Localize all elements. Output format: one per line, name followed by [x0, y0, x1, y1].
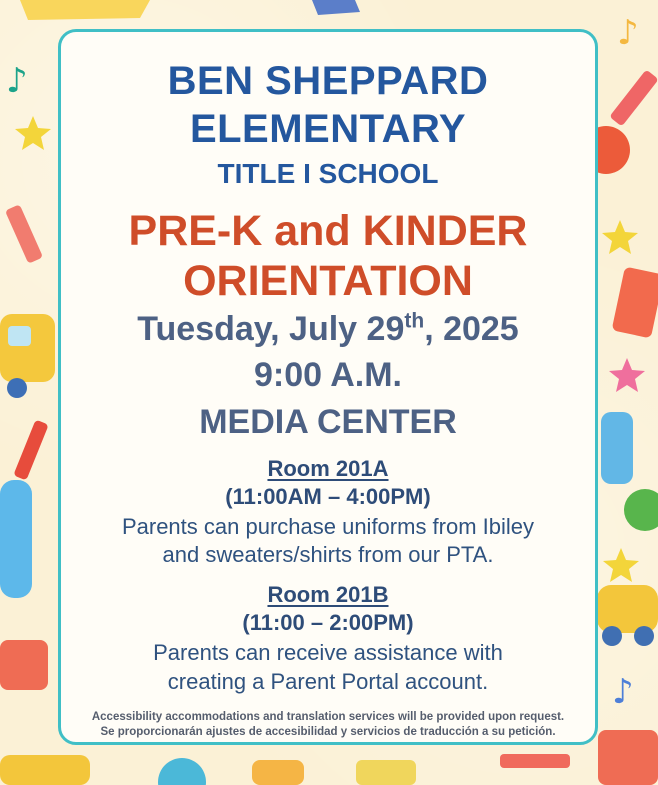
- book-icon: [356, 760, 416, 785]
- book-icon: [612, 267, 658, 339]
- room-b-hours: (11:00 – 2:00PM): [242, 610, 414, 635]
- event-date-suffix: th: [404, 309, 425, 333]
- room-a-description-line-2: and sweaters/shirts from our PTA.: [162, 542, 494, 567]
- star-icon: [602, 220, 638, 254]
- room-b-description-line-1: Parents can receive assistance with: [153, 640, 503, 665]
- yellow-box-icon: [20, 0, 150, 20]
- event-title-line-2: ORIENTATION: [183, 257, 473, 305]
- wheel-icon: [634, 626, 654, 646]
- event-date-year: , 2025: [424, 310, 519, 348]
- bus-icon: [0, 755, 90, 785]
- bus-window-icon: [8, 326, 31, 346]
- event-date: [61, 310, 595, 349]
- star-icon: [603, 548, 639, 582]
- car-icon: [252, 760, 304, 785]
- star-icon: [15, 116, 51, 150]
- music-note-icon: ♪: [612, 672, 634, 712]
- bus-icon: [0, 314, 55, 382]
- globe-icon: [158, 758, 206, 785]
- pencil-icon: [609, 69, 658, 126]
- backpack-icon: [601, 412, 633, 484]
- wheel-icon: [602, 626, 622, 646]
- room-a-label: Room 201A: [267, 456, 389, 481]
- book-icon: [0, 640, 48, 690]
- event-time: 9:00 A.M.: [253, 356, 402, 394]
- school-name-line-1: BEN SHEPPARD: [167, 59, 489, 103]
- graduation-cap-icon: [312, 0, 360, 15]
- apple-icon: [624, 489, 658, 531]
- backpack-icon: [0, 480, 32, 598]
- flyer-panel: [58, 29, 598, 745]
- school-name-line-2: ELEMENTARY: [189, 107, 467, 151]
- book-icon: [598, 730, 658, 785]
- accessibility-notice-en: Accessibility accommodations and translation services will be provided upon request.: [91, 711, 565, 723]
- room-a-hours: (11:00AM – 4:00PM): [225, 484, 431, 509]
- school-type: TITLE I SCHOOL: [217, 158, 439, 189]
- event-location: MEDIA CENTER: [199, 403, 457, 441]
- pencil-icon: [500, 754, 570, 768]
- wheel-icon: [7, 378, 27, 398]
- room-b-label: Room 201B: [267, 582, 389, 607]
- room-a-description-line-1: Parents can purchase uniforms from Ibiley: [121, 514, 535, 539]
- music-note-icon: ♪: [617, 13, 639, 53]
- pencil-icon: [13, 420, 48, 481]
- music-note-icon: ♪: [6, 61, 28, 101]
- car-icon: [597, 585, 658, 633]
- accessibility-notice-es: Se proporcionarán ajustes de accesibilidad y servicios de traducción a su petición.: [100, 726, 556, 738]
- pencil-icon: [5, 204, 43, 263]
- event-date-main: Tuesday, July 29: [137, 310, 405, 348]
- event-title-line-1: PRE-K and KINDER: [128, 207, 528, 255]
- room-b-description-line-2: creating a Parent Portal account.: [167, 669, 489, 694]
- star-icon: [609, 358, 645, 392]
